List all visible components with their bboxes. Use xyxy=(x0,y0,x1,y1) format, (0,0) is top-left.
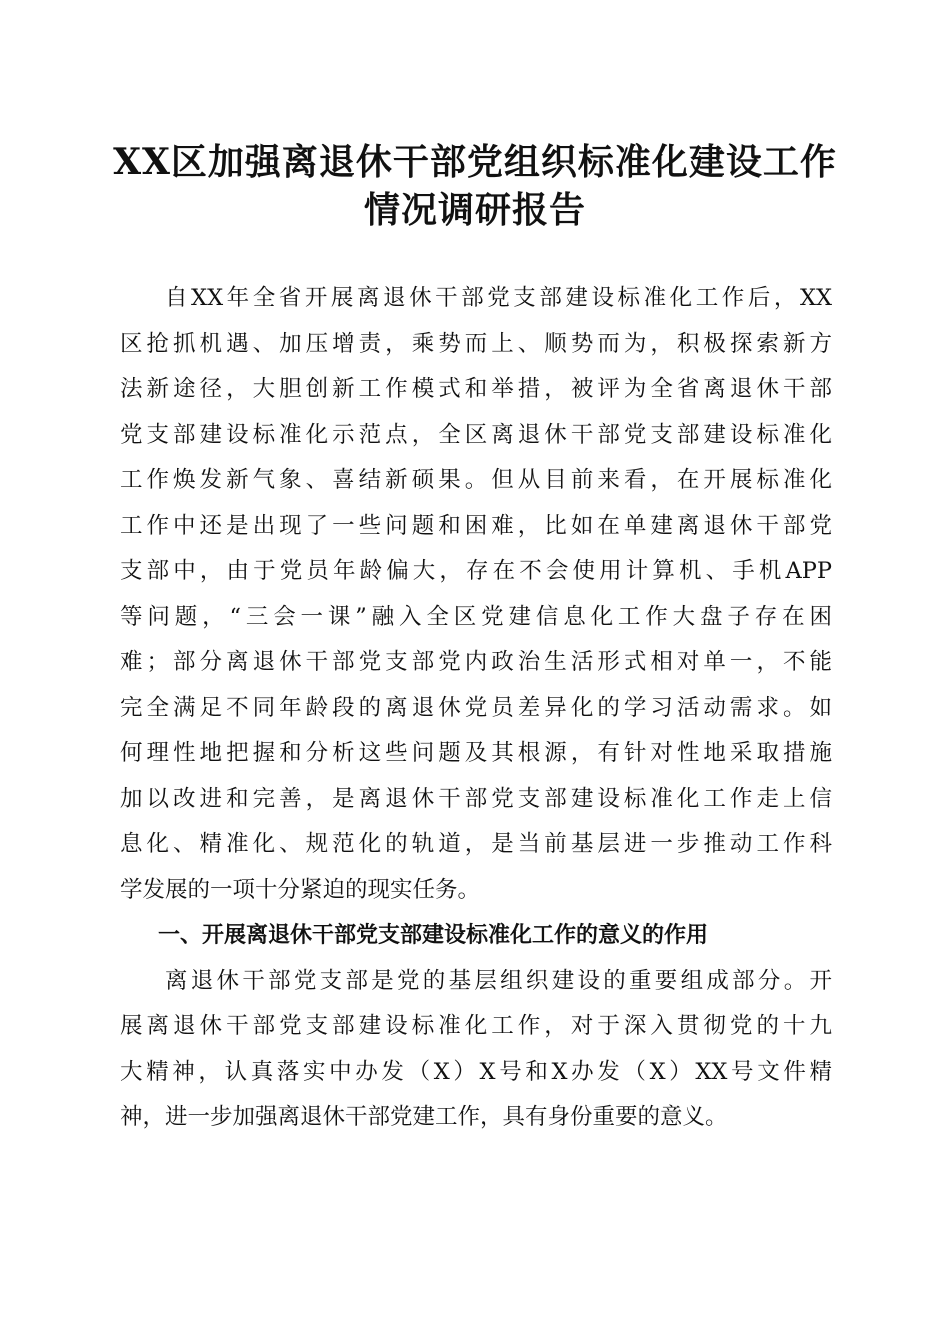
document-title xyxy=(100,138,850,234)
paragraph-line: 大精神，认真落实中办发（X）X号和X办发（X）XX号文件精 xyxy=(120,1058,832,1085)
title-line: XX区加强离退休干部党组织标准化建设工作 xyxy=(113,141,837,183)
paragraph-line: 学发展的一项十分紧迫的现实任务。 xyxy=(120,876,481,903)
paragraph-line: 等问题，“三会一课”融入全区党建信息化工作大盘子存在困 xyxy=(120,603,832,630)
paragraph-line: 工作中还是出现了一些问题和困难，比如在单建离退休干部党 xyxy=(120,512,832,539)
paragraph-line: 党支部建设标准化示范点，全区离退休干部党支部建设标准化 xyxy=(120,421,832,448)
paragraph-line: 自XX年全省开展离退休干部党支部建设标准化工作后，XX xyxy=(165,285,832,311)
paragraph-line: 难；部分离退休干部党支部党内政治生活形式相对单一，不能 xyxy=(120,649,832,675)
paragraph-line: 展离退休干部党支部建设标准化工作，对于深入贯彻党的十九 xyxy=(120,1013,832,1039)
paragraph-line: 息化、精准化、规范化的轨道，是当前基层进一步推动工作科 xyxy=(120,831,832,857)
intro-paragraph xyxy=(120,276,832,913)
paragraph-line: 区抢抓机遇、加压增责，乘势而上、顺势而为，积极探索新方 xyxy=(120,330,832,357)
paragraph-line: 完全满足不同年龄段的离退休党员差异化的学习活动需求。如 xyxy=(120,694,832,721)
title-line: 情况调研报告 xyxy=(363,189,586,231)
section-heading: 一、开展离退休干部党支部建设标准化工作的意义的作用 xyxy=(158,923,709,948)
paragraph-line: 离退休干部党支部是党的基层组织建设的重要组成部分。开 xyxy=(165,967,832,994)
paragraph-line: 工作焕发新气象、喜结新硕果。但从目前来看，在开展标准化 xyxy=(120,467,832,493)
paragraph-line: 加以改进和完善，是离退休干部党支部建设标准化工作走上信 xyxy=(120,785,832,812)
paragraph-line: 何理性地把握和分析这些问题及其根源，有针对性地采取措施 xyxy=(120,740,832,766)
document-body xyxy=(120,276,832,1141)
paragraph-line: 神，进一步加强离退休干部党建工作，具有身份重要的意义。 xyxy=(120,1104,728,1130)
paragraph-line: 支部中，由于党员年龄偏大，存在不会使用计算机、手机APP xyxy=(120,558,832,584)
paragraph-line: 法新途径，大胆创新工作模式和举措，被评为全省离退休干部 xyxy=(120,376,832,402)
section-paragraph xyxy=(120,959,832,1141)
